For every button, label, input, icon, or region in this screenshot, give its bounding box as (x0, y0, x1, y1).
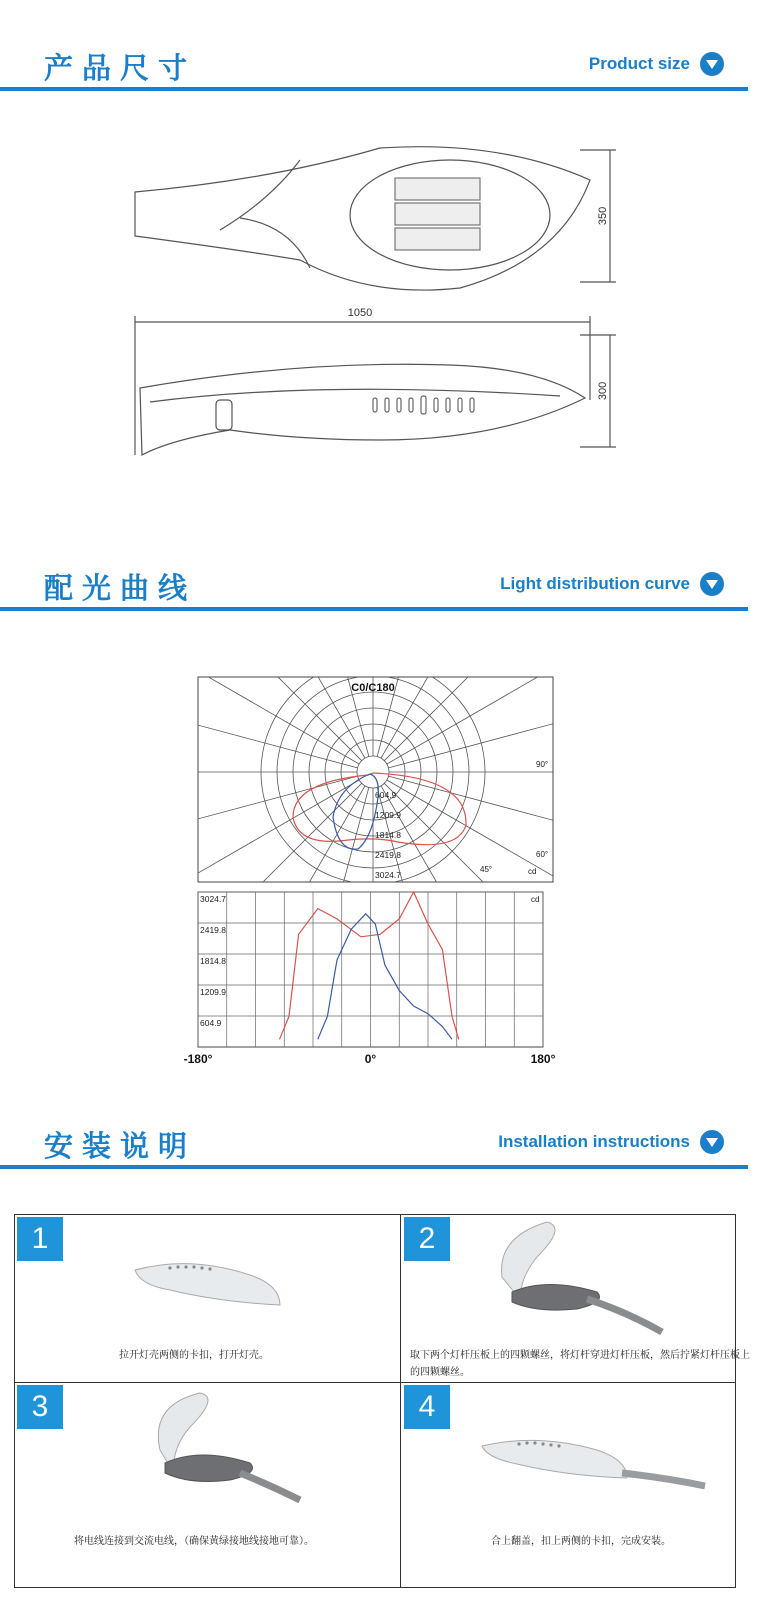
polar-angle-90: 90° (536, 760, 549, 769)
chevron-down-icon (700, 52, 724, 76)
step-number: 4 (404, 1385, 450, 1429)
y-tick-label: 1209.9 (200, 986, 226, 997)
polar-ring (357, 756, 389, 788)
installation-steps-grid (14, 1214, 750, 1588)
x-tick-label: 0° (364, 1052, 377, 1066)
step-number: 3 (17, 1385, 63, 1429)
polar-spoke (122, 776, 358, 839)
polar-ring-label: 604.9 (375, 790, 397, 800)
section-title-en: Product size (588, 54, 690, 73)
polar-spoke (387, 642, 598, 764)
lamp-installed-icon (477, 1428, 707, 1508)
section-title-en: Light distribution curve (500, 574, 690, 593)
polar-spoke (189, 588, 362, 761)
x-tick-label: 180° (530, 1052, 556, 1066)
section-rule (0, 1165, 748, 1169)
polar-spoke (148, 642, 359, 764)
section-rule (0, 87, 748, 91)
step-caption: 取下两个灯杆压板上的四颗螺丝，将灯杆穿进灯杆压板，然后拧紧灯杆压板上的四颗螺丝。 (410, 1350, 750, 1378)
chevron-down-icon (700, 572, 724, 596)
step-caption: 合上翻盖，扣上两侧的卡扣，完成安装。 (491, 1536, 671, 1547)
polar-ring-label: 3024.7 (375, 870, 401, 880)
step-caption: 将电线连接到交流电线，（确保黄绿接地线接地可靠）。 (74, 1536, 314, 1547)
polar-ring-label: 1209.9 (375, 810, 401, 820)
step-card-4 (402, 1383, 760, 1568)
step-caption: 拉开灯壳两侧的卡扣，打开灯壳。 (119, 1350, 269, 1361)
section-title-cn: 配光曲线 (44, 571, 197, 605)
polar-spoke (384, 588, 557, 761)
step-number: 2 (404, 1217, 450, 1261)
y-tick-label: 2419.8 (200, 924, 226, 935)
step-card-2 (402, 1215, 760, 1400)
polar-ring-label: 1814.8 (375, 830, 401, 840)
y-tick-label: 604.9 (200, 1018, 222, 1029)
polar-angle-60: 60° (536, 850, 549, 859)
lamp-open-icon (487, 1217, 667, 1337)
section-header-installation (0, 1118, 748, 1168)
dimension-width: 350 (597, 206, 609, 226)
step-number: 1 (17, 1217, 63, 1261)
y-tick-label: 3024.7 (200, 894, 226, 904)
light-distribution-chart (183, 677, 556, 1079)
lamp-wiring-icon (130, 1385, 310, 1505)
dimension-height: 300 (597, 381, 609, 401)
chevron-down-icon (700, 1130, 724, 1154)
section-title-en: Installation instructions (498, 1132, 690, 1151)
lamp-closed-icon (130, 1250, 290, 1320)
step-card-1 (15, 1215, 373, 1400)
polar-spoke (388, 776, 624, 839)
polar-spoke (377, 787, 440, 1023)
polar-title: C0/C180 (351, 682, 395, 694)
product-size-drawing (120, 140, 640, 480)
polar-spoke (387, 780, 598, 902)
polar-spoke (377, 521, 440, 757)
section-rule (0, 607, 748, 611)
polar-spoke (306, 521, 369, 757)
polar-spoke (306, 787, 369, 1023)
series-line-2 (318, 914, 452, 1040)
polar-angle-45: 45° (480, 865, 493, 874)
section-header-light-distribution (0, 560, 748, 610)
linear-unit: cd (531, 895, 540, 904)
y-tick-label: 1814.8 (200, 956, 226, 967)
x-tick-label: -180° (183, 1052, 213, 1066)
section-title-cn: 安装说明 (44, 1129, 197, 1163)
polar-ring-label: 2419.8 (375, 850, 401, 860)
dimension-length: 1050 (347, 307, 373, 319)
step-card-3 (15, 1383, 373, 1568)
polar-spoke (388, 705, 624, 768)
section-title-cn: 产品尺寸 (44, 51, 197, 85)
polar-unit: cd (528, 867, 537, 876)
section-header-product-size (0, 40, 748, 90)
polar-spoke (122, 705, 358, 768)
